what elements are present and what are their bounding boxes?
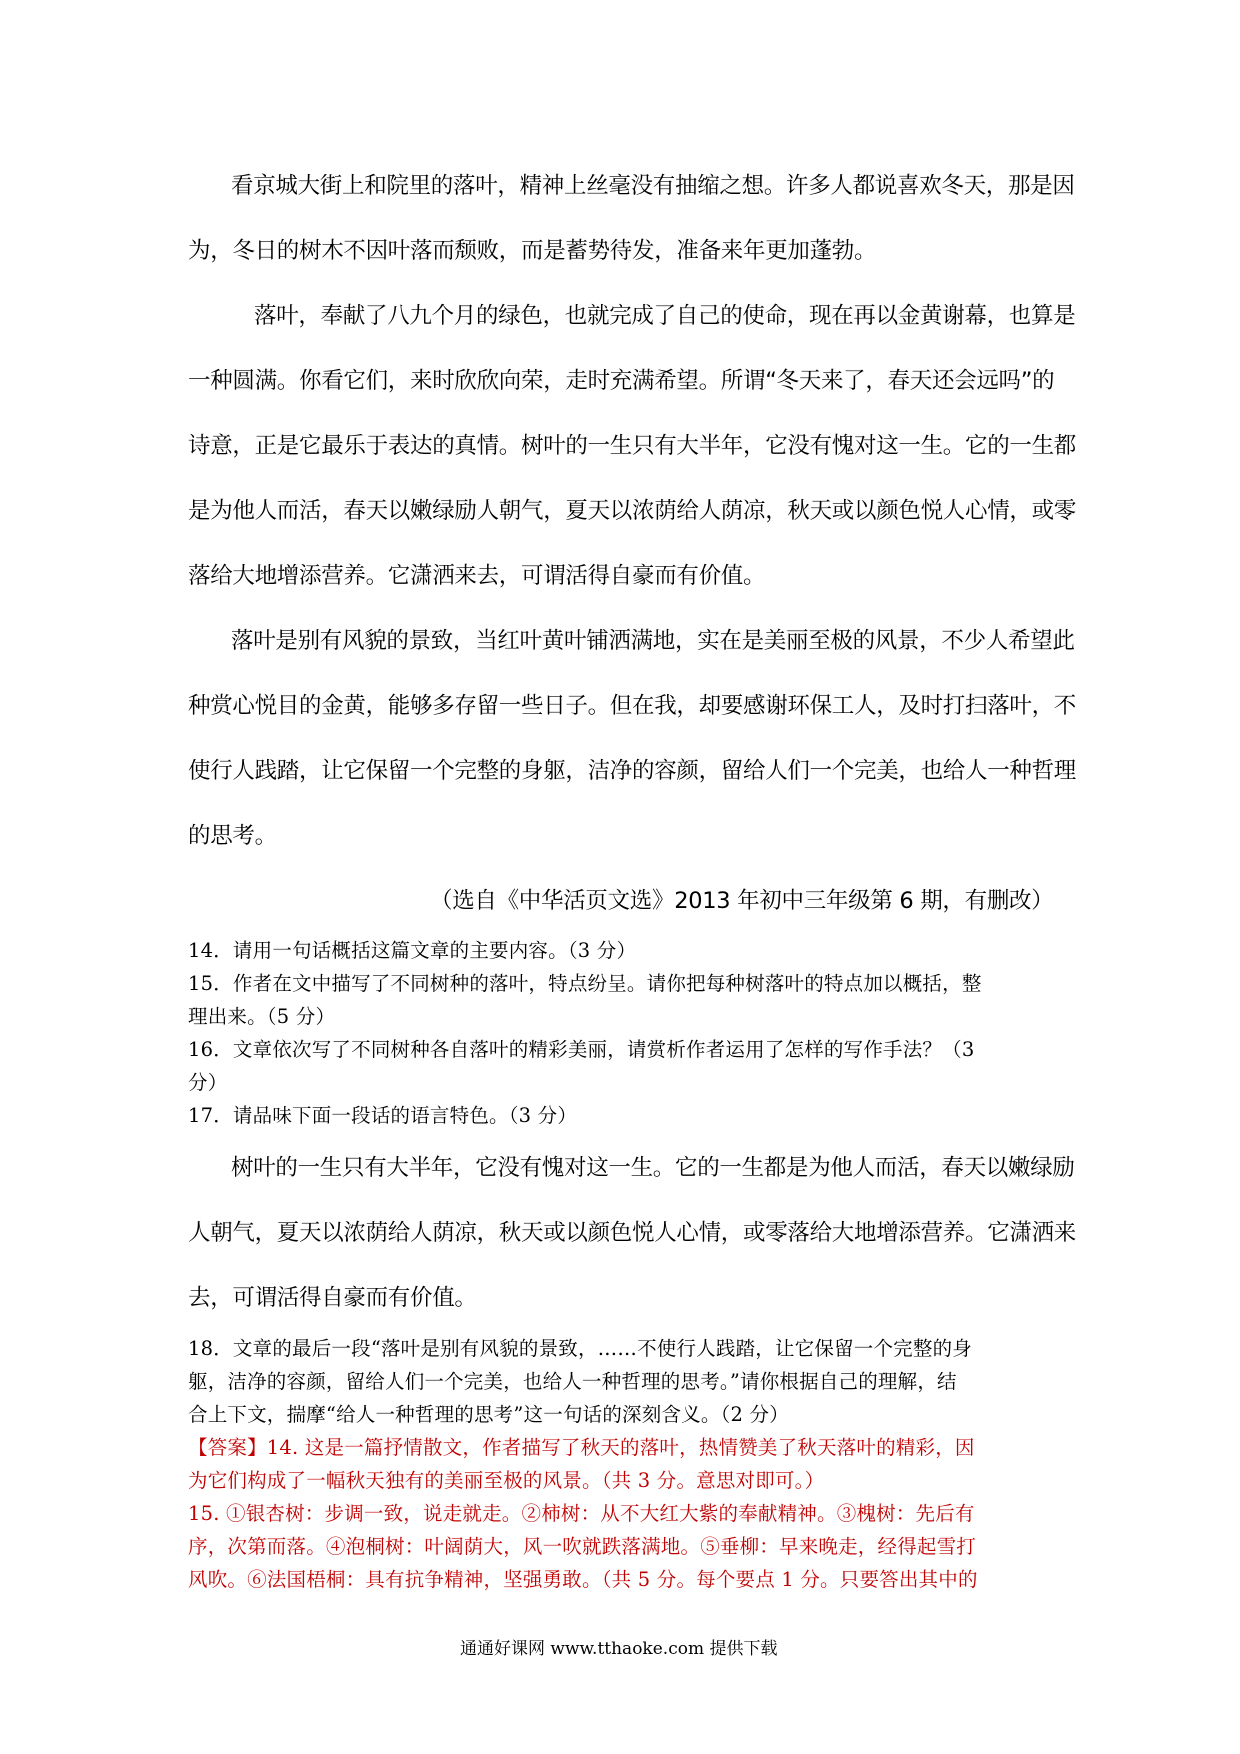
question-line: 14．请用一句话概括这篇文章的主要内容。（3 分） (188, 939, 637, 962)
question-18-line: 合上下文，揣摩“给人一种哲理的思考”这一句话的深刻含义。（2 分） (188, 1403, 789, 1426)
page-footer: 通通好课网 www.tthaoke.com 提供下载 (460, 1639, 778, 1659)
quote-line: 人朝气，夏天以浓荫给人荫凉，秋天或以颜色悦人心情，或零落给大地增添营养。它潇洒来 (188, 1220, 1077, 1246)
question-line: 16．文章依次写了不同树种各自落叶的精彩美丽，请赏析作者运用了怎样的写作手法？（3 (188, 1038, 975, 1061)
body-line: 诗意，正是它最乐于表达的真情。树叶的一生只有大半年，它没有愧对这一生。它的一生都 (188, 433, 1077, 459)
question-line: 理出来。（5 分） (188, 1005, 336, 1028)
answer-line: 15. ①银杏树：步调一致，说走就走。②柿树：从不大红大紫的奉献精神。③槐树：先后有 (188, 1502, 975, 1525)
body-line: 落叶是别有风貌的景致，当红叶黄叶铺洒满地，实在是美丽至极的风景，不少人希望此 (231, 628, 1075, 654)
body-line: 的思考。 (188, 823, 277, 849)
question-18-line: 18．文章的最后一段“落叶是别有风貌的景致，……不使行人践踏，让它保留一个完整的身 (188, 1337, 972, 1360)
answer-line: 序，次第而落。④泡桐树：叶阔荫大，风一吹就跌落满地。⑤垂柳：早来晚走，经得起雪打 (188, 1535, 977, 1558)
body-line: 使行人践踏，让它保留一个完整的身躯，洁净的容颜，留给人们一个完美，也给人一种哲理 (188, 758, 1077, 784)
question-line: 17．请品味下面一段话的语言特色。（3 分） (188, 1104, 578, 1127)
body-line: 为，冬日的树木不因叶落而颓败，而是蓄势待发，准备来年更加蓬勃。 (188, 238, 877, 264)
answer-line: 为它们构成了一幅秋天独有的美丽至极的风景。（共 3 分。意思对即可。） (188, 1469, 825, 1492)
quote-line: 树叶的一生只有大半年，它没有愧对这一生。它的一生都是为他人而活，春天以嫩绿励 (231, 1155, 1075, 1181)
question-18-line: 躯，洁净的容颜，留给人们一个完美，也给人一种哲理的思考。”请你根据自己的理解，结 (188, 1370, 957, 1393)
body-line: 落给大地增添营养。它潇洒来去，可谓活得自豪而有价值。 (188, 563, 766, 589)
body-line: 落叶，奉献了八九个月的绿色，也就完成了自己的使命，现在再以金黄谢幕，也算是 (254, 303, 1076, 329)
body-line: 一种圆满。你看它们，来时欣欣向荣，走时充满希望。所谓“冬天来了，春天还会远吗”的 (188, 368, 1055, 394)
source-attribution: （选自《中华活页文选》2013 年初中三年级第 6 期，有删改） (430, 888, 1054, 914)
answer-line: 风吹。⑥法国梧桐：具有抗争精神，坚强勇敢。（共 5 分。每个要点 1 分。只要答出其中的 (188, 1568, 978, 1591)
body-line: 种赏心悦目的金黄，能够多存留一些日子。但在我，却要感谢环保工人，及时打扫落叶，不 (188, 693, 1077, 719)
body-line: 看京城大街上和院里的落叶，精神上丝毫没有抽缩之想。许多人都说喜欢冬天，那是因 (231, 173, 1075, 199)
question-line: 分） (188, 1071, 228, 1094)
question-line: 15．作者在文中描写了不同树种的落叶，特点纷呈。请你把每种树落叶的特点加以概括，整 (188, 972, 982, 995)
body-line: 是为他人而活，春天以嫩绿励人朝气，夏天以浓荫给人荫凉，秋天或以颜色悦人心情，或零 (188, 498, 1077, 524)
quote-line: 去，可谓活得自豪而有价值。 (188, 1285, 477, 1311)
answer-line: 【答案】14. 这是一篇抒情散文，作者描写了秋天的落叶，热情赞美了秋天落叶的精彩，因 (188, 1436, 975, 1459)
